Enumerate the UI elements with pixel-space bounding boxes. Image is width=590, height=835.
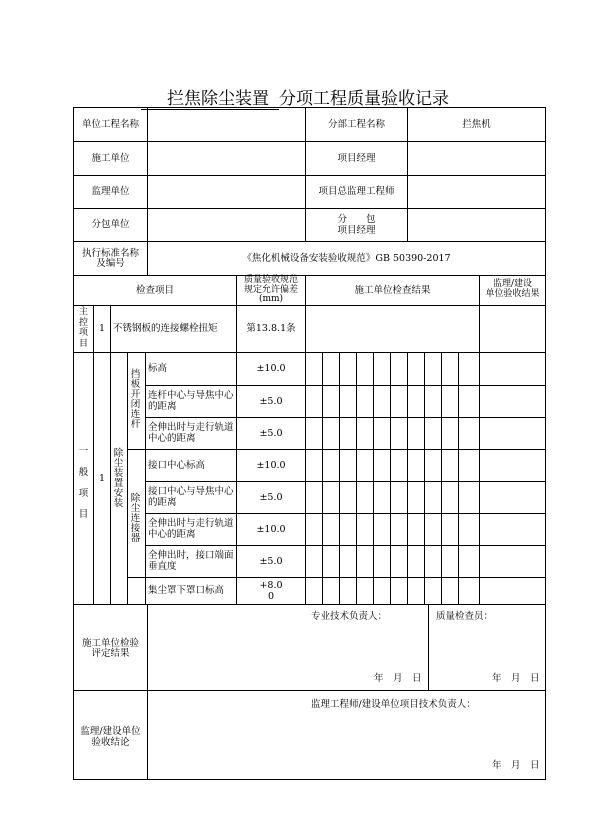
general-row-spec: ±10.0 <box>256 459 286 471</box>
general-row-name-cont: 的距离 <box>148 497 177 508</box>
standard-label-2: 及编号 <box>96 258 125 269</box>
subcontract-label: 分包单位 <box>91 219 130 230</box>
general-row-name: 全伸出时与走行轨道 <box>148 422 234 433</box>
general-group: 除尘装置安装 <box>113 448 124 509</box>
general-row-name: 连杆中心与导焦中心 <box>148 390 234 401</box>
spec-header-1: 质量验收规范 <box>243 275 298 285</box>
general-item-no: 1 <box>98 473 106 484</box>
main-item-name: 不锈钢板的连接螺栓扭矩 <box>113 323 218 334</box>
general-row-spec-cont: 0 <box>267 590 275 602</box>
sub-pm-label-1: 分 包 <box>337 214 376 225</box>
general-row-name: 全伸出时，接口端面 <box>148 550 234 561</box>
general-row-name-cont: 的距离 <box>148 401 177 412</box>
qc-date: 年 月 日 <box>492 673 540 684</box>
project-name: 拦焦除尘装置 <box>141 84 279 110</box>
general-category: 一般项目 <box>78 446 89 520</box>
general-row-name: 接口中心标高 <box>148 459 206 471</box>
supervisor-conclusion-label-1: 监理/建设单位 <box>80 726 141 737</box>
contractor-eval-label-1: 施工单位检验 <box>81 638 139 649</box>
supervisor-conclusion-label-2: 验收结论 <box>91 737 130 748</box>
general-row-name: 集尘罩下罩口标高 <box>148 585 225 596</box>
sub-project-value: 拦焦机 <box>462 119 491 130</box>
supervisor-result-header-2: 单位验收结果 <box>485 288 540 299</box>
sub-pm-label-2: 项目经理 <box>337 225 376 236</box>
supervisor-date: 年 月 日 <box>492 760 540 771</box>
general-row-name-cont: 中心的距离 <box>148 529 196 540</box>
tech-lead-label: 专业技术负责人： <box>311 611 388 622</box>
pm-label: 项目经理 <box>337 153 376 164</box>
spec-header-3: (mm) <box>258 294 284 304</box>
spec-header-2: 规定允许偏差 <box>243 284 298 295</box>
main-category: 主控项目 <box>78 307 88 349</box>
contractor-date: 年 月 日 <box>374 673 422 684</box>
standard-label-1: 执行标准名称 <box>81 248 139 259</box>
general-row-spec: ±10.0 <box>256 363 286 374</box>
qc-label: 质量检查员： <box>436 611 494 622</box>
supervisor-result-header-1: 监理/建设 <box>492 279 533 289</box>
supervisor-label: 监理单位 <box>91 186 130 197</box>
sub-project-label: 分部工程名称 <box>327 119 385 130</box>
general-sub-b: 除尘连接器 <box>130 493 141 544</box>
general-row-spec: ±10.0 <box>256 523 286 535</box>
supervisor-sign-label: 监理工程师/建设单位项目技术负责人： <box>311 699 476 710</box>
general-row-spec: ±5.0 <box>259 395 283 407</box>
general-row-spec: +8.0 <box>259 579 283 591</box>
general-sub-a: 挡板开闭连杆 <box>130 369 141 430</box>
main-item-spec: 第13.8.1条 <box>246 323 296 334</box>
general-row-name: 全伸出时与走行轨道 <box>148 518 234 529</box>
chief-engineer-label: 项目总监理工程师 <box>318 186 395 197</box>
general-row-name: 接口中心与导焦中心 <box>148 486 234 497</box>
contractor-result-header: 施工单位检查结果 <box>354 285 431 296</box>
contractor-eval-label-2: 评定结果 <box>91 648 130 659</box>
general-row-name-cont: 垂直度 <box>148 561 177 572</box>
unit-project-label: 单位工程名称 <box>81 119 139 130</box>
title-suffix: 分项工程质量验收记录 <box>279 89 449 109</box>
general-row-spec: ±5.0 <box>259 555 283 567</box>
general-row-name-cont: 中心的距离 <box>148 433 196 444</box>
general-row-name: 标高 <box>148 363 168 374</box>
check-item-header: 检查项目 <box>135 285 174 296</box>
standard-value: 《焦化机械设备安装验收规范》GB 50390-2017 <box>242 253 451 264</box>
main-item-no: 1 <box>98 323 106 334</box>
contractor-label: 施工单位 <box>91 153 130 164</box>
general-row-spec: ±5.0 <box>259 427 283 439</box>
general-row-spec: ±5.0 <box>259 491 283 503</box>
